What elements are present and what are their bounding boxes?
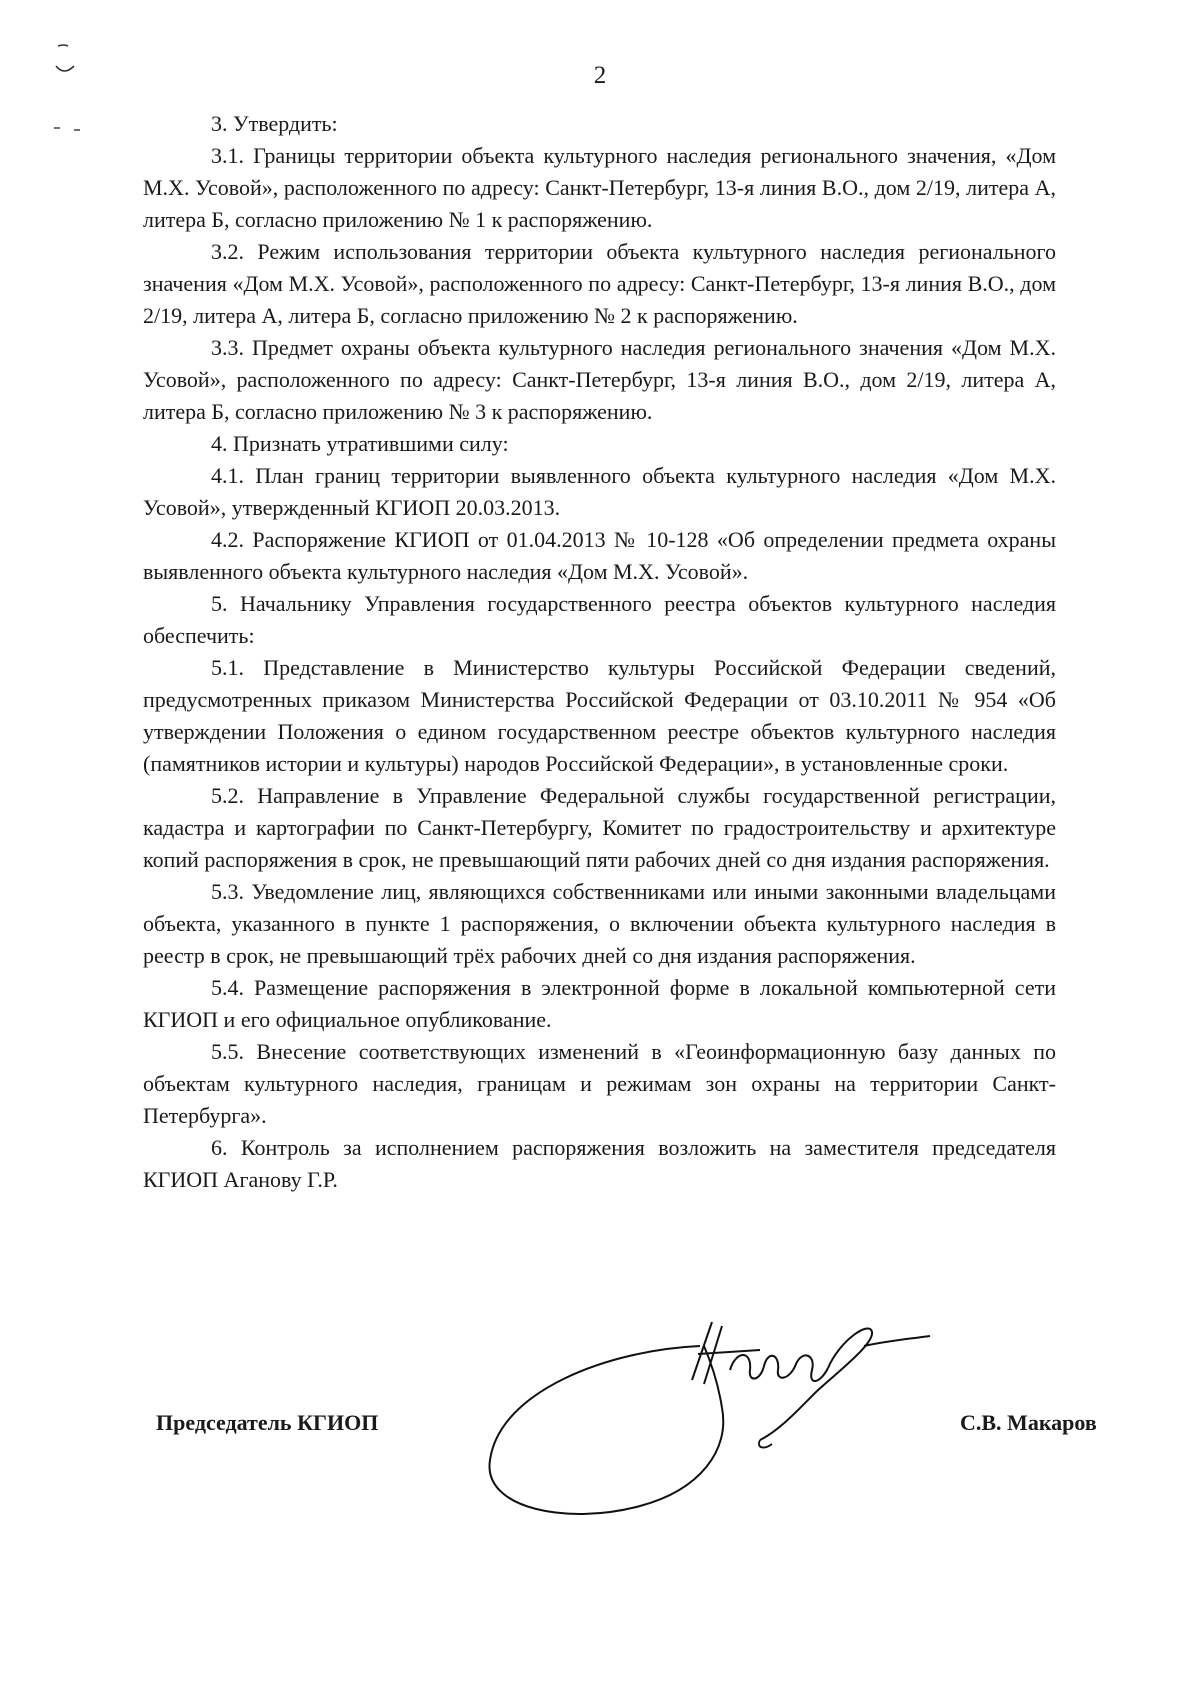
- paragraph: 5.2. Направление в Управление Федеральной службы государственной регистрации, кадастра и картографии по Санкт-Петербургу, Комитет по градостроительству и архитектуре копий распоряжения в срок, не превышающий пяти рабочих дней со дня издания распоряжения.: [143, 783, 1056, 872]
- document-body: [143, 108, 1056, 1196]
- scan-marks-decoration: [50, 40, 90, 150]
- paragraph: 5. Начальнику Управления государственного реестра объектов культурного наследия обеспечить:: [143, 591, 1056, 648]
- handwritten-signature: [460, 1310, 960, 1530]
- paragraph: 4.2. Распоряжение КГИОП от 01.04.2013 № 10-128 «Об определении предмета охраны выявленного объекта культурного наследия «Дом М.Х. Усовой».: [143, 527, 1056, 584]
- paragraph: 5.3. Уведомление лиц, являющихся собственниками или иными законными владельцами объекта, указанного в пункте 1 распоряжения, о включении объекта культурного наследия в реестр в срок, не превышающий трёх рабочих дней со дня издания распоряжения.: [143, 879, 1056, 968]
- signature-block: [0, 1250, 1200, 1510]
- paragraph: 3.2. Режим использования территории объекта культурного наследия регионального значения «Дом М.Х. Усовой», расположенного по адресу: Санкт-Петербург, 13-я линия В.О., дом 2/19, литера А, литера Б, согласно приложению № 2 к распоряжению.: [143, 239, 1056, 328]
- paragraph: 3. Утвердить:: [211, 111, 338, 136]
- paragraph: 5.1. Представление в Министерство культуры Российской Федерации сведений, предусмотренных приказом Министерства Российской Федерации от 03.10.2011 № 954 «Об утверждении Положения о едином государственном реестре объектов культурного наследия (памятников истории и культуры) народов Российской Федерации», в установленные сроки.: [143, 655, 1056, 776]
- paragraph: 6. Контроль за исполнением распоряжения возложить на заместителя председателя КГИОП Аганову Г.Р.: [143, 1135, 1056, 1192]
- paragraph: 5.5. Внесение соответствующих изменений в «Геоинформационную базу данных по объектам культурного наследия, границам и режимам зон охраны на территории Санкт-Петербурга».: [143, 1039, 1056, 1128]
- page-number: 2: [593, 62, 607, 89]
- paragraph: 3.3. Предмет охраны объекта культурного наследия регионального значения «Дом М.Х. Усовой», расположенного по адресу: Санкт-Петербург, 13-я линия В.О., дом 2/19, литера А, литера Б, согласно приложению № 3 к распоряжению.: [143, 335, 1056, 424]
- paragraph: 4.1. План границ территории выявленного объекта культурного наследия «Дом М.Х. Усовой», утвержденный КГИОП 20.03.2013.: [143, 463, 1056, 520]
- paragraph: 4. Признать утратившими силу:: [211, 431, 509, 456]
- signatory-title: Председатель КГИОП: [156, 1410, 379, 1435]
- paragraph: 5.4. Размещение распоряжения в электронной форме в локальной компьютерной сети КГИОП и его официальное опубликование.: [143, 975, 1056, 1032]
- signatory-name: С.В. Макаров: [960, 1410, 1097, 1435]
- paragraph: 3.1. Границы территории объекта культурного наследия регионального значения, «Дом М.Х. Усовой», расположенного по адресу: Санкт-Петербург, 13-я линия В.О., дом 2/19, литера А, литера Б, согласно приложению № 1 к распоряжению.: [143, 143, 1056, 232]
